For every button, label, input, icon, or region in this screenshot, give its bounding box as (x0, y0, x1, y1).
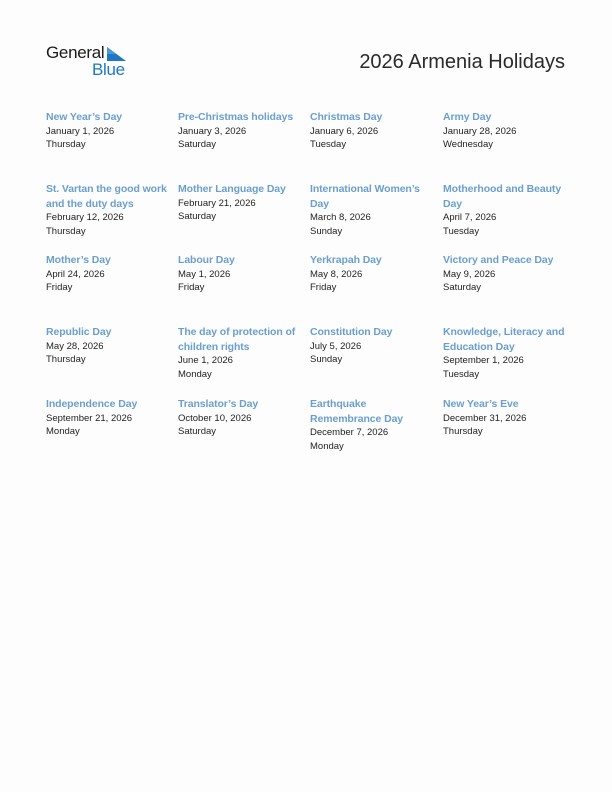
holiday-name: Labour Day (178, 254, 235, 266)
holiday-date: July 5, 2026 (310, 340, 362, 352)
holiday-date: January 28, 2026 (443, 125, 517, 137)
holiday-weekday: Friday (310, 282, 337, 294)
holiday-weekday: Wednesday (443, 139, 493, 151)
holiday-date: May 28, 2026 (46, 340, 104, 352)
holiday-weekday: Friday (46, 282, 73, 294)
holiday-weekday: Saturday (178, 139, 217, 151)
holiday-name: New Year’s Eve (443, 398, 519, 410)
holiday-date: February 21, 2026 (178, 197, 256, 209)
holiday-date: January 3, 2026 (178, 125, 247, 137)
holiday-name: Motherhood and Beauty Day (443, 183, 562, 210)
holiday-name: Pre-Christmas holidays (178, 111, 294, 123)
holiday-weekday: Tuesday (443, 368, 480, 380)
holiday-entry (46, 325, 172, 367)
holiday-weekday: Saturday (178, 211, 217, 223)
holiday-weekday: Friday (178, 282, 205, 294)
holiday-name: New Year’s Day (46, 111, 123, 123)
holiday-entry (443, 325, 569, 382)
holiday-date: December 31, 2026 (443, 412, 527, 424)
holiday-date: December 7, 2026 (310, 427, 389, 438)
holiday-entry (310, 325, 436, 367)
holiday-date: May 9, 2026 (443, 268, 496, 280)
holiday-name: Mother Language Day (178, 183, 286, 195)
holiday-date: May 8, 2026 (310, 268, 363, 280)
holiday-name: Republic Day (46, 326, 112, 338)
holiday-weekday: Monday (46, 426, 80, 438)
logo-text-blue: Blue (92, 60, 125, 79)
holiday-date: February 12, 2026 (46, 212, 124, 223)
holiday-entry (443, 397, 569, 439)
holiday-name: Victory and Peace Day (443, 254, 554, 266)
holiday-date: January 1, 2026 (46, 125, 115, 137)
holiday-date: May 1, 2026 (178, 268, 231, 280)
holiday-name: Mother’s Day (46, 254, 111, 266)
holiday-entry (443, 110, 569, 152)
holiday-date: September 21, 2026 (46, 412, 133, 424)
holiday-entry (443, 253, 569, 295)
holiday-weekday: Thursday (46, 139, 86, 151)
holiday-name: St. Vartan the good work and the duty days (46, 183, 167, 210)
holiday-weekday: Sunday (310, 354, 343, 366)
holiday-entry (178, 182, 304, 224)
holiday-date: April 24, 2026 (46, 268, 105, 280)
holiday-weekday: Tuesday (443, 225, 480, 237)
holiday-name: Yerkrapah Day (310, 254, 382, 266)
holiday-weekday: Thursday (443, 426, 483, 438)
page-title: 2026 Armenia Holidays (359, 51, 565, 73)
holiday-entry (46, 110, 172, 152)
holiday-weekday: Thursday (46, 225, 86, 237)
holiday-entry (310, 397, 436, 454)
holiday-name: Army Day (443, 111, 492, 123)
holiday-weekday: Saturday (443, 282, 482, 294)
holiday-date: March 8, 2026 (310, 212, 371, 223)
holiday-name: Knowledge, Literacy and Education Day (443, 326, 565, 353)
holiday-date: April 7, 2026 (443, 212, 497, 223)
holiday-weekday: Monday (310, 440, 344, 452)
holiday-name: Independence Day (46, 398, 138, 410)
holiday-weekday: Sunday (310, 225, 343, 237)
holiday-entry (443, 182, 569, 239)
holiday-name: Earthquake Remembrance Day (310, 398, 404, 425)
holiday-weekday: Tuesday (310, 139, 347, 151)
holiday-entry (178, 110, 304, 152)
holiday-entry (178, 253, 304, 295)
holiday-name: Constitution Day (310, 326, 393, 338)
holiday-name: Translator’s Day (178, 398, 259, 410)
holiday-entry (178, 325, 304, 382)
holiday-entry (310, 253, 436, 295)
holiday-entry (46, 253, 172, 295)
holiday-weekday: Monday (178, 368, 212, 380)
holiday-date: September 1, 2026 (443, 355, 524, 366)
holiday-date: January 6, 2026 (310, 125, 379, 137)
holiday-entry (310, 182, 436, 239)
logo-flag-icon (107, 47, 126, 61)
holiday-entry (178, 397, 304, 439)
holiday-weekday: Thursday (46, 354, 86, 366)
logo-text-general: General (46, 43, 105, 62)
holiday-name: The day of protection of children rights (178, 326, 296, 353)
holiday-weekday: Saturday (178, 426, 217, 438)
generalblue-logo (46, 44, 136, 80)
holiday-date: October 10, 2026 (178, 412, 252, 424)
holiday-entry (310, 110, 436, 152)
holiday-entry (46, 182, 172, 239)
holiday-entry (46, 397, 172, 439)
holiday-name: Christmas Day (310, 111, 383, 123)
holiday-name: International Women’s Day (310, 183, 420, 210)
holiday-date: June 1, 2026 (178, 355, 233, 366)
